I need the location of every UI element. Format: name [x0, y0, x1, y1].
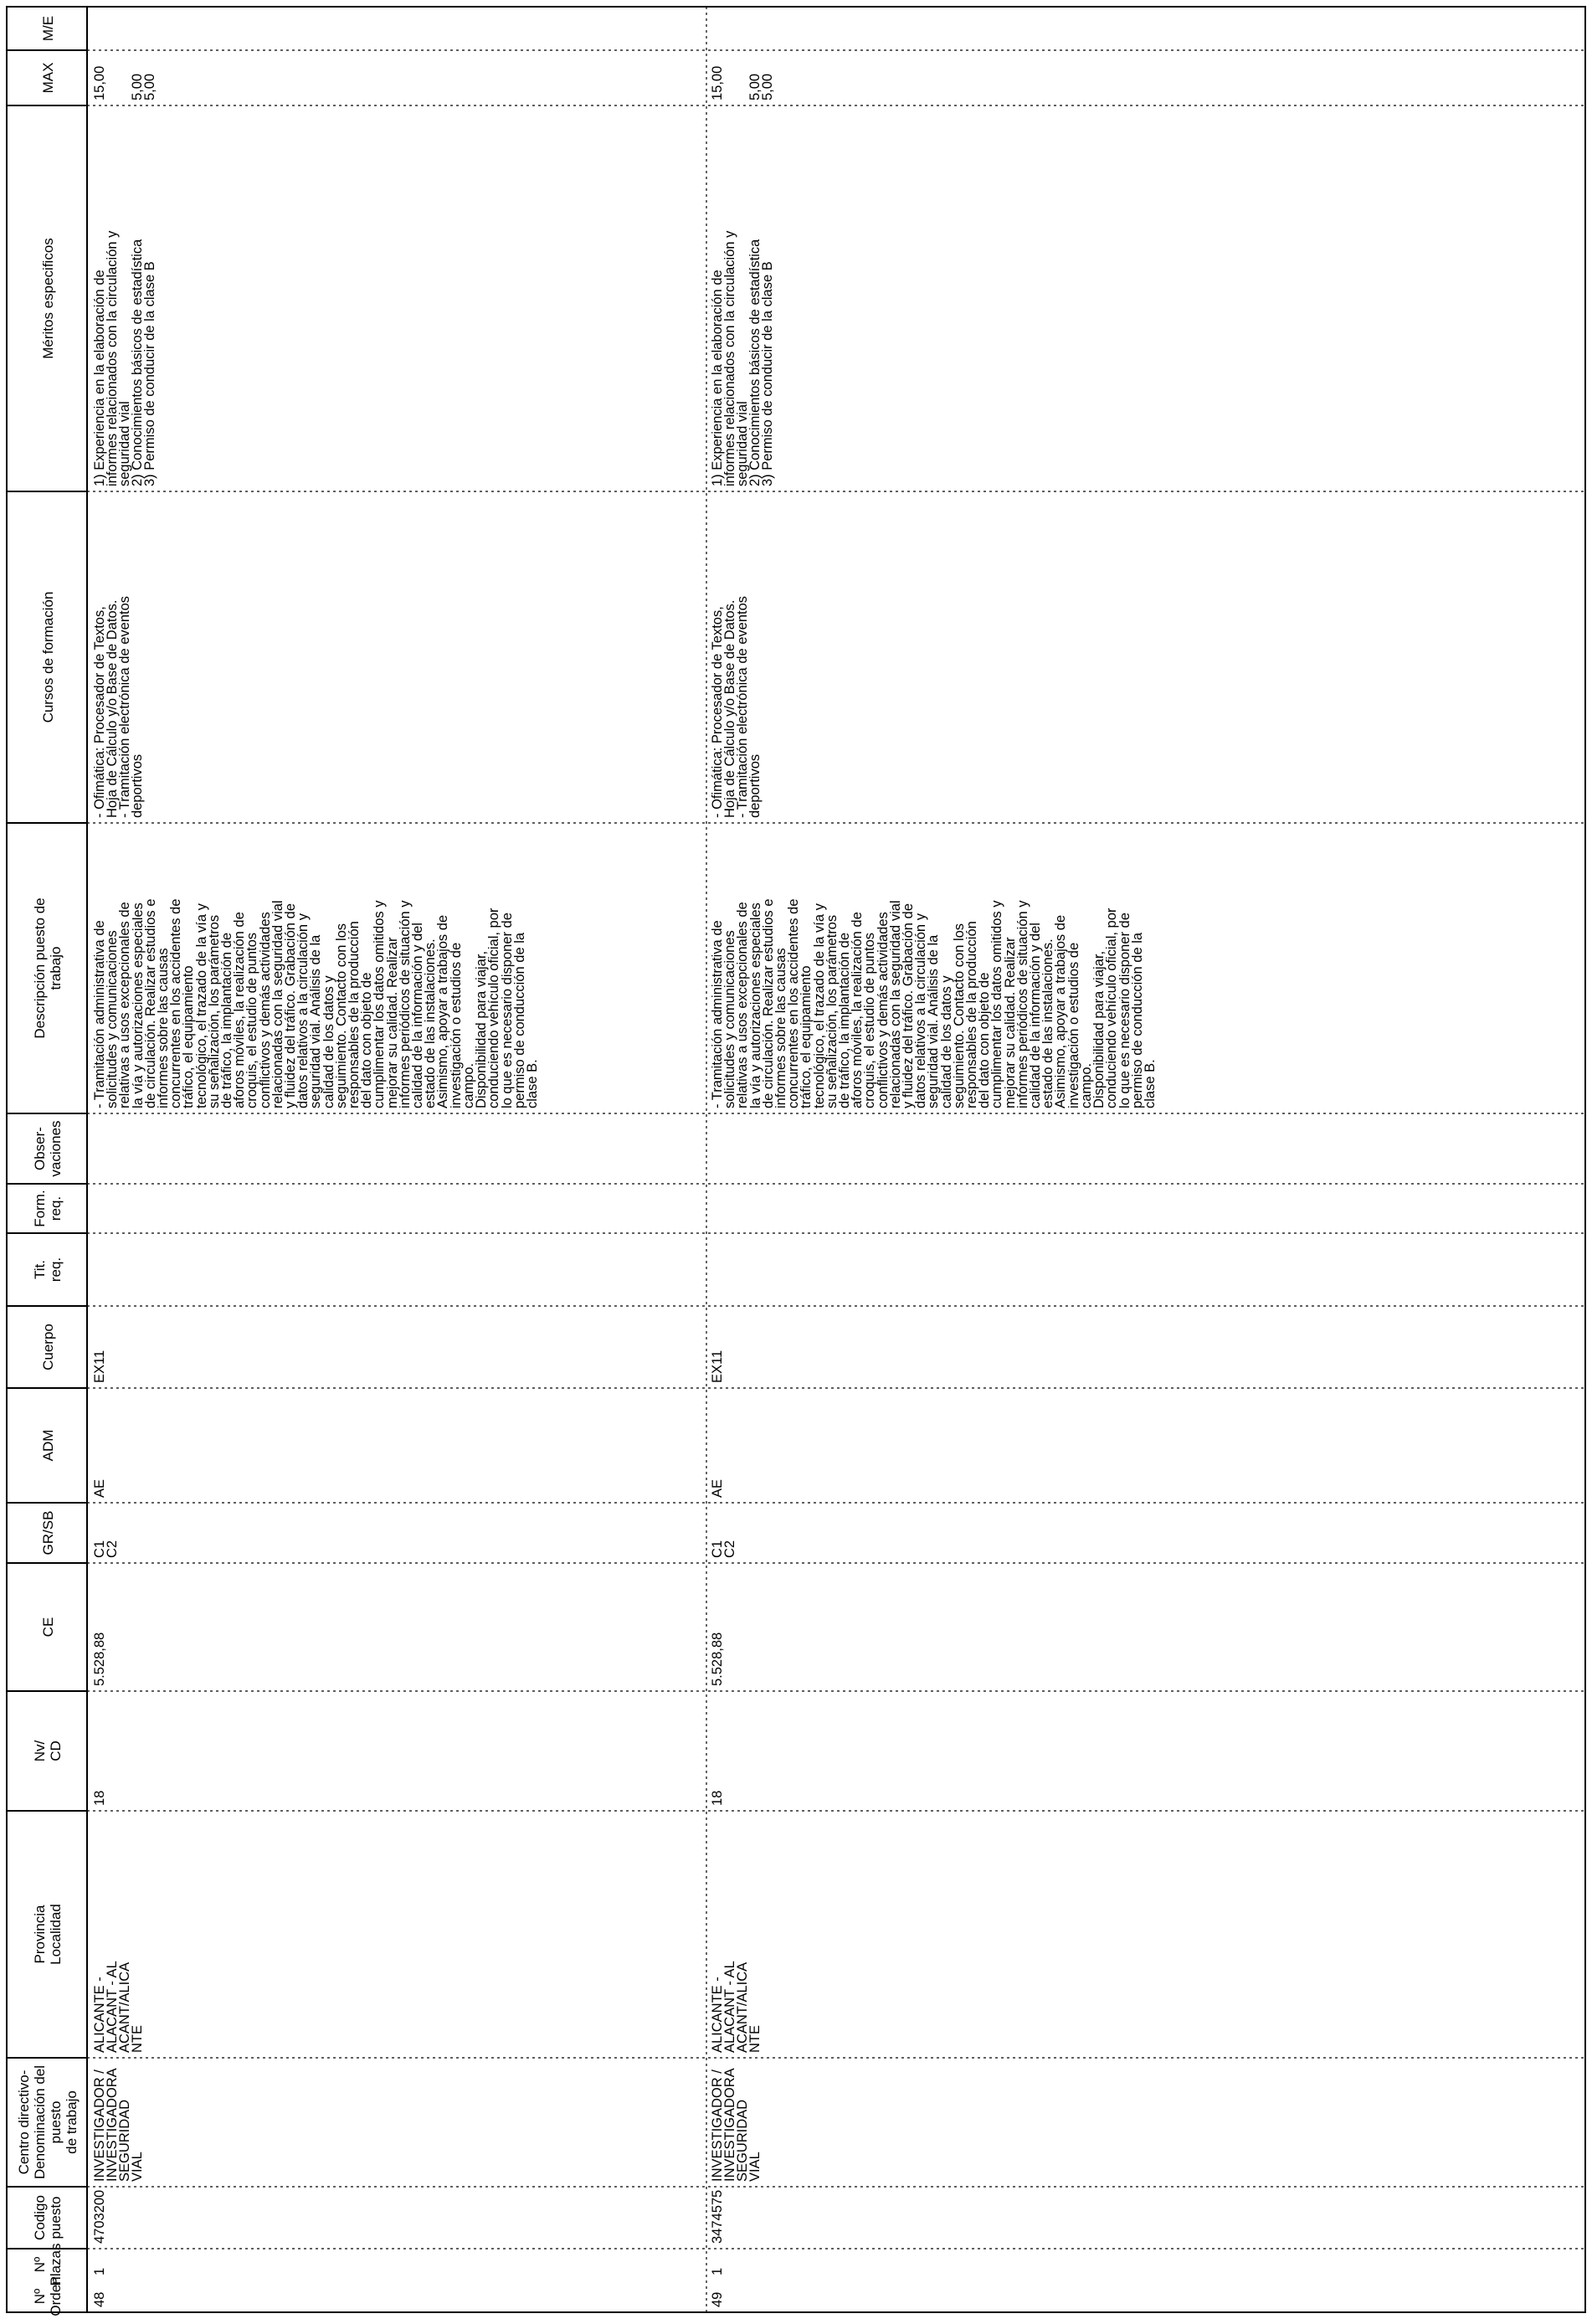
header-centro: Centro directivo- Denominación del puesto de trabajo	[16, 2064, 80, 2180]
header-formacion: Form. req.	[32, 1190, 64, 1227]
row-49-descripcion: - Tramitación administrativa de solicitudes y comunicaciones relativas a usos excepcionales de la vía y autorizaciones especiales de circulación. Realizar estudios e informes sobre las causas concurrentes en los accidentes de tráfico, el equipamiento tecnológico, el trazado de la vía y su señalización, los parámetros de tráfico, la implantación de aforos móviles, la realización de croquis, el estudio de puntos conflictivos y demás actividades relacionadas con la seguridad vial y fluidez del tráfico. Grabación de datos relativos a la circulación y seguridad vial. Análisis de la calidad de los datos y seguimiento. Contacto con los responsables de la producción del dato con objeto de cumplimentar los datos omitidos y mejorar su calidad. Realizar informes periódicos de situación y calidad de la información y del estado de las instalaciones. Asimismo, apoyar a trabajos de investigación o estudios de campo. Disponibilidad para viajar, conduciendo vehículo oficial, por lo que es necesario disponer de permiso de conducción de la clase B.	[710, 898, 1158, 1108]
row-48-max: 15,00 5,00 5,00	[92, 65, 157, 100]
header-nivel: Nv/ CD	[32, 1740, 64, 1762]
header-cuerpo: Cuerpo	[39, 1324, 56, 1370]
header-codigo: Codigo puesto	[32, 2195, 64, 2240]
row-48-centro: INVESTIGADOR / INVESTIGADORA SEGURIDAD VIAL	[92, 2069, 145, 2182]
row-48-adm: AE	[92, 1478, 107, 1498]
header-meritos: Méritos especificos	[39, 238, 56, 359]
row-49-cuerpo: EX11	[710, 1350, 725, 1383]
row-49-meritos: 1) Experiencia en la elaboración de informes relacionados con la circulación y seguridad vial 2) Conocimientos básicos de estadística 3) Permiso de conducir de la clase B	[710, 230, 775, 486]
header-me: M/E	[39, 15, 56, 42]
row-48-provincia: ALICANTE - ALACANT - AL ACANT/ALICA NTE	[92, 1961, 145, 2053]
row-49-ce: 5.528,88	[710, 1632, 725, 1686]
row-48-meritos: 1) Experiencia en la elaboración de informes relacionados con la circulación y seguridad vial 2) Conocimientos básicos de estadística 3) Permiso de conducir de la clase B	[92, 230, 157, 486]
row-49-max: 15,00 5,00 5,00	[710, 65, 775, 100]
row-49-nivel: 18	[710, 1790, 725, 1806]
header-orden: Nº Orden	[32, 2276, 64, 2316]
row-49-plazas: 1	[710, 2267, 725, 2275]
row-48-codigo: 4703200	[92, 2189, 107, 2244]
header-cursos: Cursos de formación	[39, 591, 56, 723]
row-48-plazas: 1	[92, 2267, 107, 2275]
row-48-cuerpo: EX11	[92, 1350, 107, 1383]
row-49-codigo: 3474575	[710, 2189, 725, 2244]
header-descripcion: Descripción puesto de trabajo	[32, 897, 64, 1039]
header-observaciones: Obser- vaciones	[32, 1120, 64, 1177]
header-grupo: GR/SB	[39, 1510, 56, 1555]
row-49-provincia: ALICANTE - ALACANT - AL ACANT/ALICA NTE	[710, 1961, 763, 2053]
row-49-orden: 49	[710, 2291, 725, 2307]
row-49-grupo: C1 C2	[710, 1540, 737, 1558]
header-adm: ADM	[39, 1429, 56, 1462]
header-titulacion: Tit. req.	[32, 1257, 64, 1283]
row-49-cursos: - Ofimática: Procesador de Textos, Hoja de Cálculo y/o Base de Datos. - Tramitación electrónica de eventos deportivos	[710, 595, 763, 818]
row-48-orden: 48	[92, 2291, 107, 2307]
header-max: MAX	[39, 62, 56, 94]
row-49-adm: AE	[710, 1478, 725, 1498]
row-48-nivel: 18	[92, 1790, 107, 1806]
header-ce: CE	[39, 1617, 56, 1638]
header-provincia: Provincia Localidad	[32, 1904, 64, 1965]
header-plazas: Nº Plazas	[32, 2243, 64, 2286]
row-48-cursos: - Ofimática: Procesador de Textos, Hoja de Cálculo y/o Base de Datos. - Tramitación electrónica de eventos deportivos	[92, 595, 145, 818]
row-49-centro: INVESTIGADOR / INVESTIGADORA SEGURIDAD VIAL	[710, 2069, 763, 2182]
row-48-descripcion: - Tramitación administrativa de solicitudes y comunicaciones relativas a usos excepcionales de la vía y autorizaciones especiales de circulación. Realizar estudios e informes sobre las causas concurrentes en los accidentes de tráfico, el equipamiento tecnológico, el trazado de la vía y su señalización, los parámetros de tráfico, la implantación de aforos móviles, la realización de croquis, el estudio de puntos conflictivos y demás actividades relacionadas con la seguridad vial y fluidez del tráfico. Grabación de datos relativos a la circulación y seguridad vial. Análisis de la calidad de los datos y seguimiento. Contacto con los responsables de la producción del dato con objeto de cumplimentar los datos omitidos y mejorar su calidad. Realizar informes periódicos de situación y calidad de la información y del estado de las instalaciones. Asimismo, apoyar a trabajos de investigación o estudios de campo. Disponibilidad para viajar, conduciendo vehículo oficial, por lo que es necesario disponer de permiso de conducción de la clase B.	[92, 898, 540, 1108]
row-48-ce: 5.528,88	[92, 1632, 107, 1686]
row-48-grupo: C1 C2	[92, 1540, 120, 1558]
